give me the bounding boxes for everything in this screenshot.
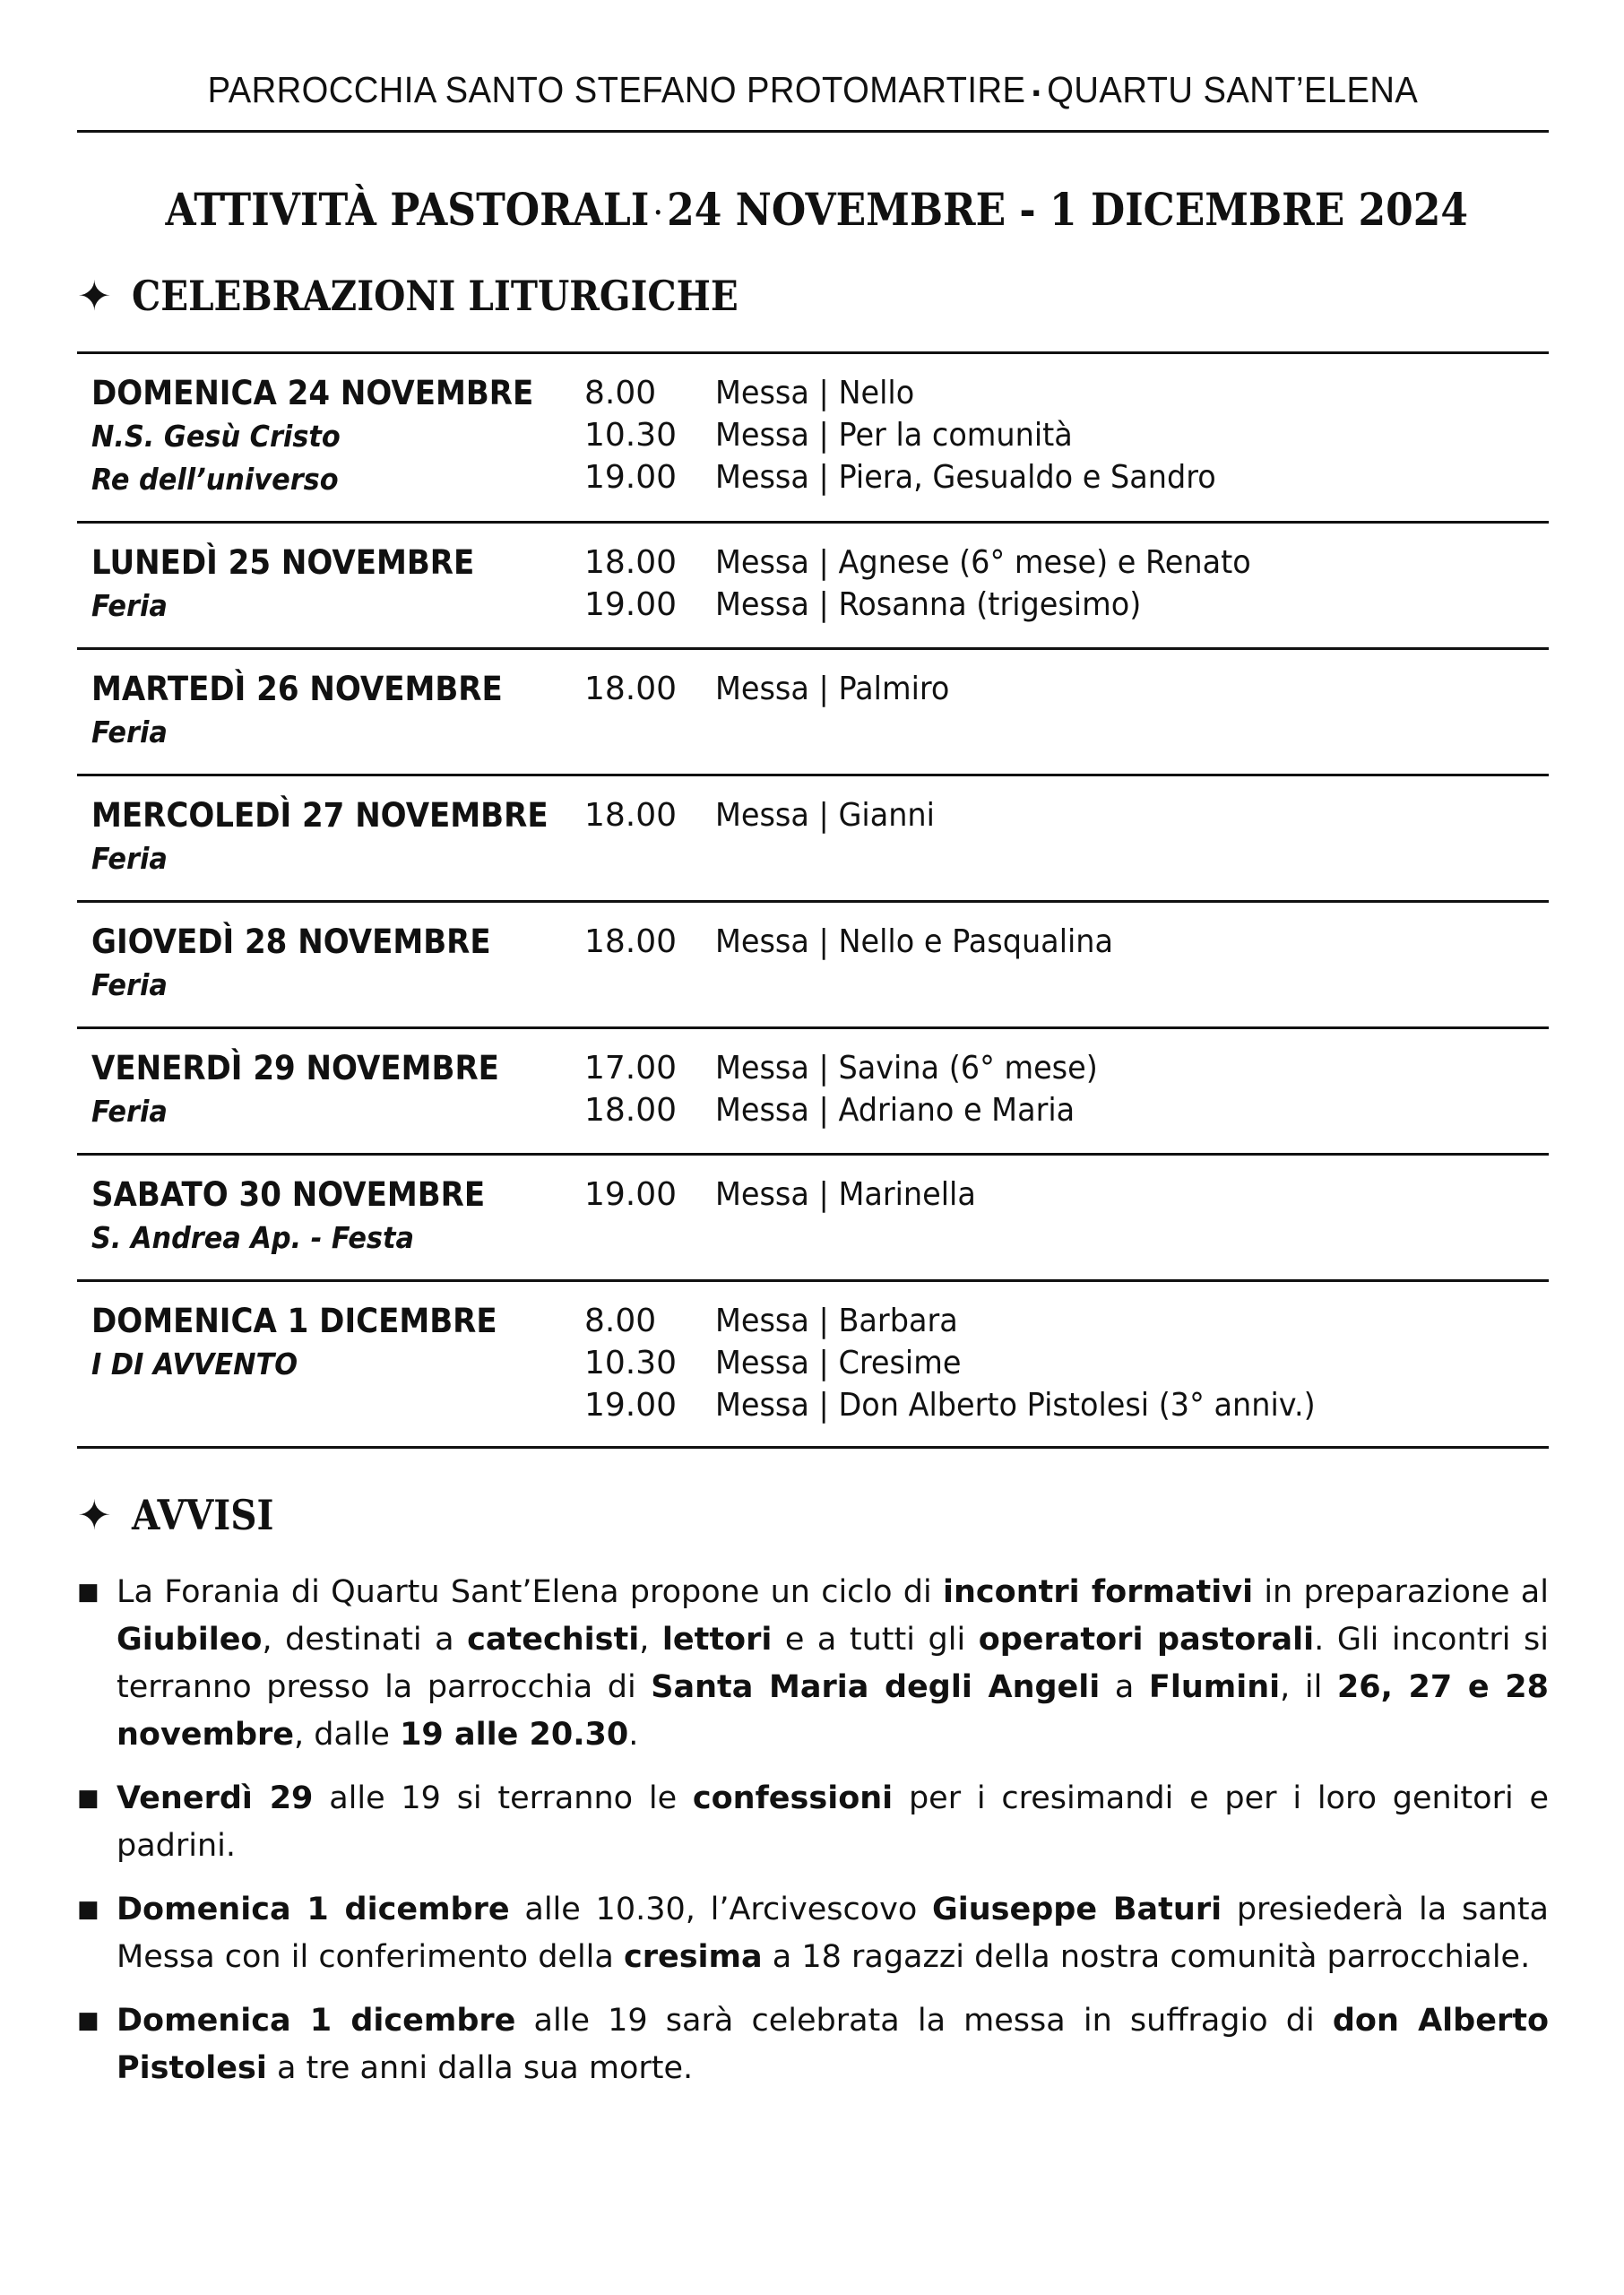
notice-fragment: a tre anni dalla sua morte. [266,2050,694,2087]
liturgical-day: I DI AVVENTO [91,1347,298,1382]
day-cell [91,921,584,1007]
section-notices-heading [77,1488,1549,1542]
notice-emphasis: catechisti [467,1622,640,1658]
notice-item [77,1569,1549,1759]
liturgical-day: Feria [91,1094,168,1130]
notice-fragment: presiederà la santa Messa con il conferimento della [117,1892,1549,1976]
mass-entry [584,1173,1549,1216]
mass-entry [584,414,1549,456]
mass-entry [584,1342,1549,1384]
mass-description: Messa | Palmiro [715,671,950,708]
notice-item [77,1886,1549,1981]
notice-fragment: in preparazione al [1253,1574,1549,1611]
notice-emphasis: don Alberto Pistolesi [117,2003,1549,2087]
table-row [77,1282,1549,1449]
notice-emphasis: 26, 27 e 28 novembre [117,1669,1550,1754]
notice-fragment: La Forania di Quartu Sant’Elena propone un ciclo di [117,1574,943,1611]
title-activities: ATTIVITÀ PASTORALI [165,183,650,237]
day-name: LUNEDÌ 25 NOVEMBRE [91,543,475,583]
mass-entry [584,584,1549,626]
notice-fragment: , [639,1622,662,1658]
notice-fragment: a [1100,1669,1149,1706]
mass-time: 18.00 [584,671,678,708]
day-cell [91,372,584,501]
mass-time: 10.30 [584,1345,678,1382]
day-name: MERCOLEDÌ 27 NOVEMBRE [91,796,549,836]
mass-time: 18.00 [584,1092,678,1130]
masses-cell [584,668,1549,754]
notice-text [117,1886,1549,1981]
notice-fragment: alle 19 si terranno le [313,1780,693,1817]
mass-entry [584,794,1549,836]
notice-fragment: per i cresimandi e per i loro genitori e padrini. [117,1780,1549,1865]
bulletin-page [77,0,1549,2109]
square-bullet-icon: ■ [77,1896,99,1924]
header-rule [77,130,1549,133]
notice-fragment: alle 10.30, l’Arcivescovo [509,1892,933,1928]
liturgical-day: Re dell’universo [91,462,339,498]
mass-time: 18.00 [584,797,678,835]
day-cell [91,668,584,754]
square-bullet-icon: ■ [77,2007,99,2035]
masses-cell [584,794,1549,880]
notice-text [117,1569,1549,1759]
notice-emphasis: operatori pastorali [978,1622,1315,1658]
table-row [77,524,1549,650]
mass-entry [584,1300,1549,1342]
table-row [77,354,1549,524]
notice-emphasis: 19 alle 20.30 [400,1717,629,1754]
mass-description: Messa | Piera, Gesualdo e Sandro [715,459,1216,497]
day-name: GIOVEDÌ 28 NOVEMBRE [91,922,491,962]
mass-time: 19.00 [584,1387,678,1425]
notice-fragment: a 18 ragazzi della nostra comunità parrocchiale. [762,1939,1531,1976]
mass-description: Messa | Agnese (6° mese) e Renato [715,544,1251,582]
notice-emphasis: confessioni [692,1780,894,1817]
star-icon: ✦ [77,1491,112,1540]
title-separator-dot-icon: · [653,197,662,230]
masses-cell [584,921,1549,1007]
notice-item [77,1775,1549,1870]
mass-time: 10.30 [584,417,678,455]
notice-fragment: alle 19 sarà celebrata la messa in suffragio di [515,2003,1333,2040]
mass-entry [584,921,1549,963]
liturgical-day: Feria [91,588,168,624]
notice-fragment: , dalle [294,1717,401,1754]
mass-description: Messa | Marinella [715,1176,976,1214]
table-row [77,1156,1549,1282]
parish-name: PARROCCHIA SANTO STEFANO PROTOMARTIRE [207,69,1026,110]
mass-time: 8.00 [584,1303,657,1340]
mass-entry [584,1089,1549,1131]
masses-cell [584,541,1549,628]
masses-cell [584,1173,1549,1260]
notice-emphasis: Giubileo [117,1622,263,1658]
notices-list [77,1569,1549,2092]
mass-description: Messa | Per la comunità [715,417,1073,455]
celebrations-table [77,351,1549,1449]
square-bullet-icon: ■ [77,1579,99,1606]
separator-square-icon: ▪ [1032,79,1041,107]
mass-time: 19.00 [584,1176,678,1214]
day-name: VENERDÌ 29 NOVEMBRE [91,1049,499,1088]
mass-time: 18.00 [584,544,678,582]
notice-emphasis: incontri formativi [943,1574,1254,1611]
notice-fragment: . [628,1717,639,1754]
mass-description: Messa | Rosanna (trigesimo) [715,586,1142,624]
notice-emphasis: Venerdì 29 [117,1780,314,1817]
liturgical-day: N.S. Gesù Cristo [91,419,341,455]
mass-description: Messa | Barbara [715,1303,958,1340]
notice-text [117,1997,1549,2092]
masses-cell [584,1047,1549,1133]
star-icon: ✦ [77,272,112,321]
day-cell [91,541,584,628]
notice-emphasis: lettori [661,1622,773,1658]
section-celebrations-title: CELEBRAZIONI LITURGICHE [131,272,739,321]
mass-description: Messa | Savina (6° mese) [715,1050,1098,1087]
mass-entry [584,456,1549,498]
notice-emphasis: cresima [623,1939,763,1976]
section-celebrations-heading [77,269,1549,323]
notice-emphasis: Domenica 1 dicembre [117,1892,510,1928]
day-name: MARTEDÌ 26 NOVEMBRE [91,670,503,709]
mass-entry [584,668,1549,710]
table-row [77,650,1549,776]
notice-text [117,1775,1549,1870]
liturgical-day: S. Andrea Ap. - Festa [91,1220,414,1256]
mass-description: Messa | Don Alberto Pistolesi (3° anniv.) [715,1387,1316,1425]
mass-time: 8.00 [584,375,657,412]
mass-time: 19.00 [584,586,678,624]
notice-emphasis: Domenica 1 dicembre [117,2003,516,2040]
square-bullet-icon: ■ [77,1785,99,1813]
notice-item [77,1997,1549,2092]
day-name: SABATO 30 NOVEMBRE [91,1175,486,1215]
day-cell [91,1173,584,1260]
notice-fragment: , destinati a [262,1622,468,1658]
parish-town: QUARTU SANT’ELENA [1047,69,1419,110]
notice-emphasis: Giuseppe Baturi [932,1892,1222,1928]
mass-description: Messa | Adriano e Maria [715,1092,1075,1130]
day-cell [91,794,584,880]
section-notices-title: AVVISI [131,1491,273,1540]
day-cell [91,1047,584,1133]
notice-emphasis: Santa Maria degli Angeli [651,1669,1101,1706]
notice-emphasis: Flumini [1148,1669,1281,1706]
mass-entry [584,1047,1549,1089]
liturgical-day: Feria [91,967,168,1003]
mass-description: Messa | Gianni [715,797,935,835]
mass-time: 17.00 [584,1050,678,1087]
table-row [77,903,1549,1029]
mass-entry [584,541,1549,584]
mass-entry [584,372,1549,414]
liturgical-day: Feria [91,714,168,750]
liturgical-day: Feria [91,841,168,877]
title-dates: 24 NOVEMBRE - 1 DICEMBRE 2024 [667,183,1469,237]
mass-description: Messa | Cresime [715,1345,962,1382]
masses-cell [584,1300,1549,1426]
mass-time: 19.00 [584,459,678,497]
mass-description: Messa | Nello e Pasqualina [715,923,1114,961]
notice-fragment: , il [1280,1669,1337,1706]
mass-description: Messa | Nello [715,375,915,412]
masses-cell [584,372,1549,501]
day-name: DOMENICA 1 DICEMBRE [91,1302,497,1341]
table-row [77,1029,1549,1156]
day-name: DOMENICA 24 NOVEMBRE [91,374,534,413]
parish-header [128,66,1497,116]
table-row [77,776,1549,903]
notice-fragment: . Gli incontri si terranno presso la parrocchia di [117,1622,1549,1706]
page-title [165,181,1469,242]
notice-fragment: e a tutti gli [772,1622,979,1658]
day-cell [91,1300,584,1426]
mass-time: 18.00 [584,923,678,961]
mass-entry [584,1384,1549,1426]
